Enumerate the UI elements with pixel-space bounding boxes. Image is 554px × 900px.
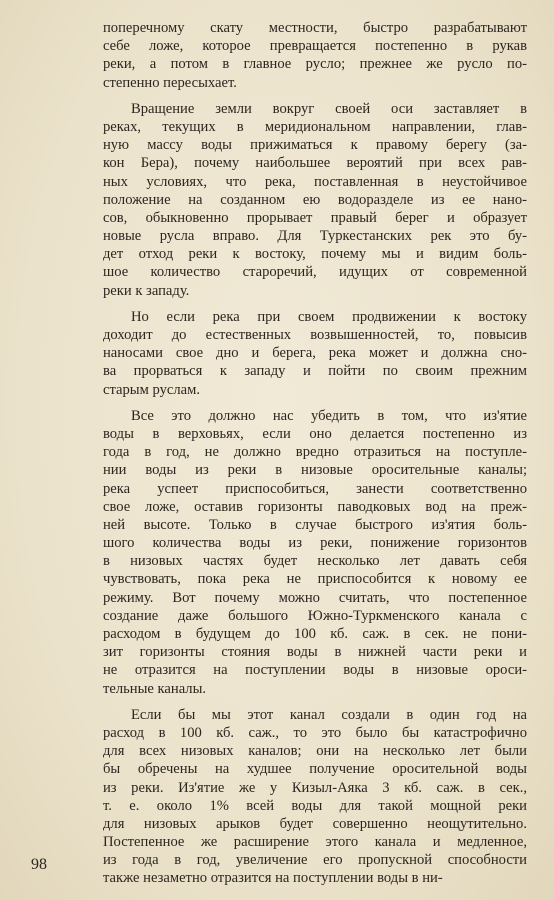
paragraph (103, 100, 527, 300)
text-line: т. е. около 1% всей воды для такой мощной реки (103, 797, 527, 814)
text-line: в низовых частях будет несколько лет давать себя (103, 553, 527, 570)
text-line: положение на созданном ею водоразделе из ее нано- (103, 191, 527, 208)
text-line: себе ложе, которое превращается постепенно в рукав (103, 38, 527, 55)
text-line: бы обречены на худшее получение оросительной воды (103, 761, 527, 778)
text-line: для низовых арыков будет совершенно неощутительно. (103, 815, 527, 832)
text-line: также незаметно отразится на поступлении воды в ни- (103, 870, 443, 887)
text-line: создание даже большого Южно-Туркменского канала с (103, 607, 527, 624)
text-line: ную массу воды прижиматься к правому берегу (за- (103, 137, 527, 154)
text-line: нии воды из реки в низовые оросительные каналы; (103, 462, 527, 479)
paragraph (103, 407, 527, 698)
text-line: тельные каналы. (103, 680, 207, 697)
text-line: из года в год, увеличение его пропускной способности (103, 852, 527, 869)
text-line: Если бы мы этот канал создали в один год на (131, 706, 527, 723)
text-line: не отразится на поступлении воды в низовые ороси- (103, 662, 527, 679)
text-line: ней высоте. Только в случае быстрого из'ятия боль- (103, 516, 527, 533)
text-line: для всех низовых каналов; они на несколько лет были (103, 743, 527, 760)
text-line: река успеет приспособиться, занести соответственно (103, 480, 527, 497)
text-line: шое количество староречий, идущих от современной (103, 264, 527, 281)
text-line: кон Бера), почему наибольшее вероятий при всех рав- (103, 155, 527, 172)
text-line: Постепенное же расширение этого канала и медленное, (103, 834, 527, 851)
text-line: расходом в будущем до 100 кб. саж. в сек. не пони- (103, 626, 527, 642)
paragraph (103, 706, 527, 888)
text-line: степенно пересыхает. (103, 74, 237, 91)
text-line: Но если река при своем продвижении к востоку (131, 308, 527, 325)
text-line: чувствовать, пока река не приспособится к новому ее (103, 571, 527, 588)
page-number: 98 (31, 856, 47, 873)
text-line: ва прорваться к западу и пойти по своим прежним (103, 363, 527, 380)
text-line: доходит до естественных возвышенностей, то, повысив (103, 327, 527, 343)
paragraph (103, 19, 527, 92)
text-line: Вращение земли вокруг своей оси заставляет в (131, 100, 527, 117)
body-text (103, 19, 527, 888)
text-line: реки, а потом в главное русло; прежнее же русло по- (103, 56, 527, 73)
text-line: зит горизонты стояния воды в нижней части реки и (103, 644, 527, 661)
text-line: ных условиях, что река, поставленная в неустойчивое (103, 173, 527, 190)
text-line: наносами свое дно и берега, река может и должна сно- (103, 345, 527, 362)
text-line: дет отход реки к востоку, почему мы и видим боль- (103, 246, 527, 263)
text-line: шого количества воды из реки, понижение горизонтов (103, 535, 527, 552)
paragraph (103, 308, 527, 399)
text-line: реках, текущих в меридиональном направлении, глав- (103, 118, 527, 135)
text-line: Все это должно нас убедить в том, что из'ятие (131, 407, 527, 424)
text-line: новые русла вправо. Для Туркестанских рек это бу- (103, 228, 527, 245)
text-line: воды в верховьях, если оно делается постепенно из (103, 425, 527, 442)
text-line: свое ложе, оставив горизонты паводковых вод на преж- (103, 498, 527, 515)
text-line: поперечному скату местности, быстро разрабатывают (103, 20, 527, 36)
text-line: сов, обыкновенно прорывает правый берег и образует (103, 209, 527, 226)
text-line: режиму. Вот почему можно считать, что постепенное (103, 589, 527, 606)
text-line: года в год, не должно вредно отразиться на поступле- (103, 444, 527, 461)
text-line: расход в 100 кб. саж., то это было бы катастрофично (103, 724, 527, 741)
text-line: из реки. Из'ятие же у Кизыл-Аяка 3 кб. саж. в сек., (103, 779, 527, 796)
text-line: реки к западу. (103, 282, 190, 299)
text-line: старым руслам. (103, 381, 201, 398)
